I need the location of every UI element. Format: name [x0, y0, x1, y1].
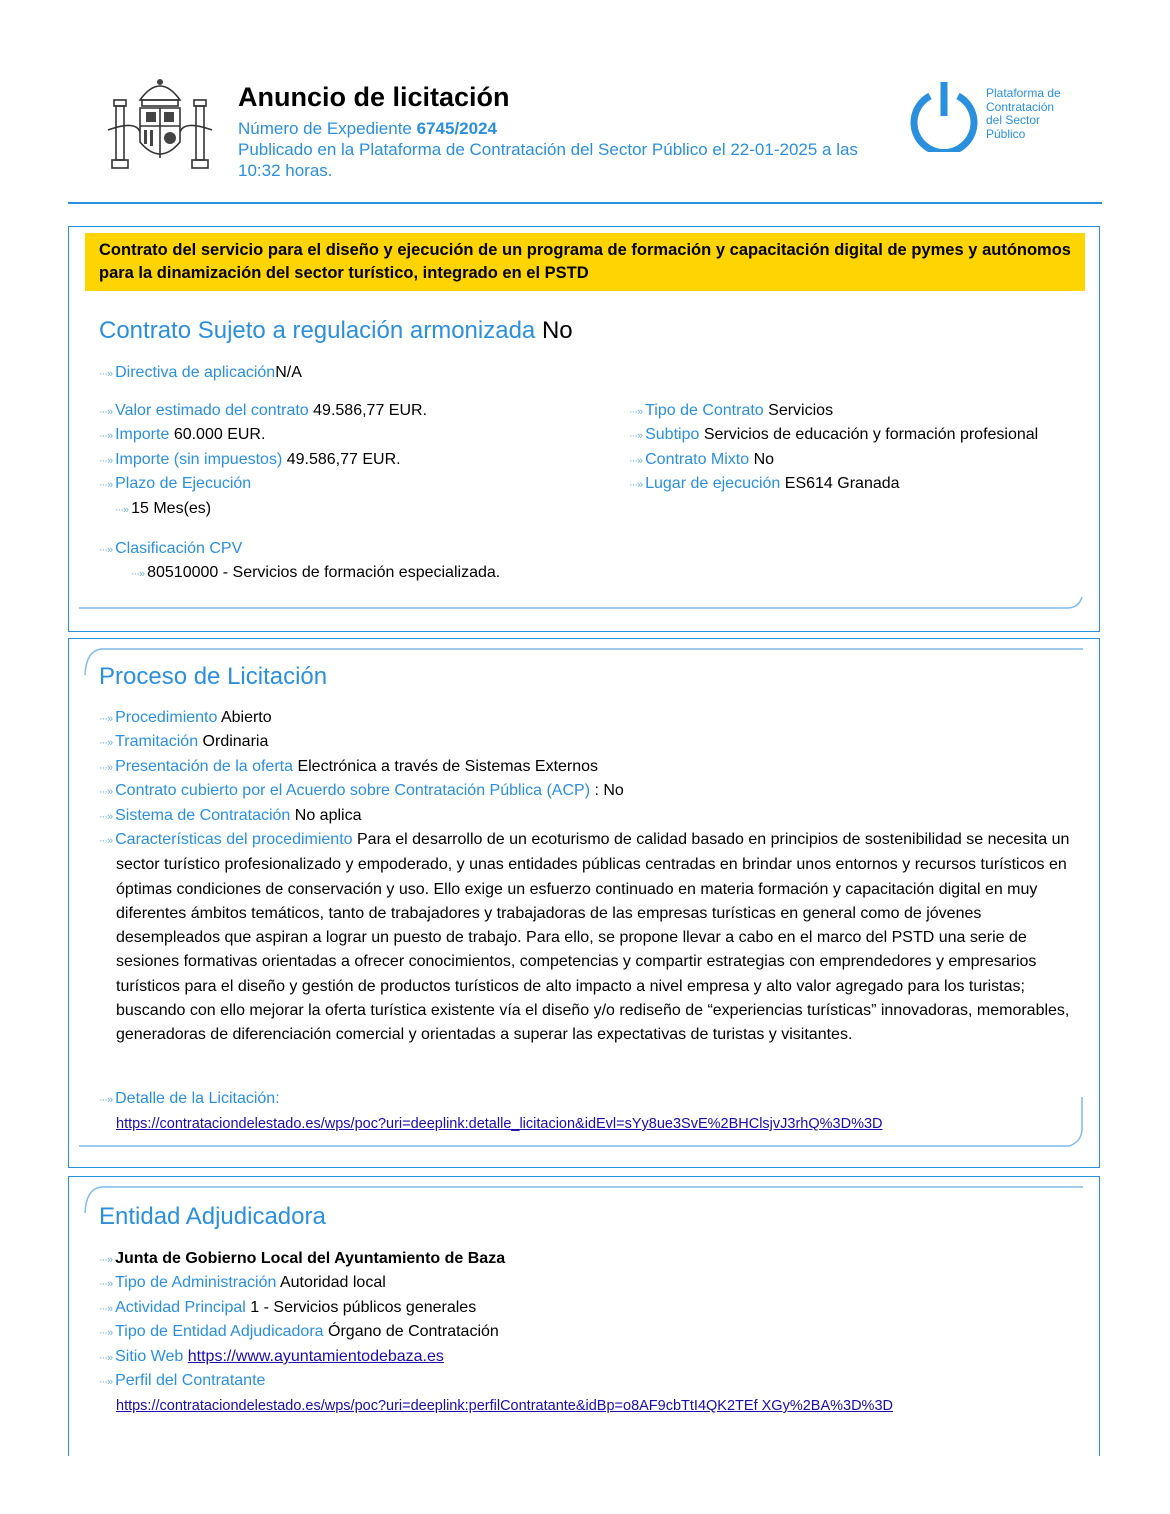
arrow-icon: ···» [99, 430, 113, 442]
page-title: Anuncio de licitación [238, 82, 510, 112]
arrow-icon: ···» [99, 1327, 113, 1339]
tipo-row: ···» Tipo de Contrato Servicios [629, 402, 834, 419]
lugar-row: ···» Lugar de ejecución ES614 Granada [629, 475, 900, 492]
arrow-icon: ···» [115, 504, 129, 516]
entidad-name-row: ···» Junta de Gobierno Local del Ayuntamiento de Baza [99, 1250, 506, 1267]
arrow-icon: ···» [99, 406, 113, 418]
arrow-icon: ···» [99, 835, 113, 847]
arrow-icon: ···» [99, 737, 113, 749]
arrow-icon: ···» [99, 455, 113, 467]
arrow-icon: ···» [99, 368, 113, 380]
entidad-panel [68, 1176, 1100, 1456]
coat-of-arms-icon [106, 70, 214, 182]
procedimiento-row: ···» Procedimiento Abierto [99, 709, 272, 726]
perfil-contratante-link[interactable]: https://contrataciondelestado.es/wps/poc?uri=deeplink:perfilContratante&idBp=o8AF9cbTtI4QK2TEf XGy%2BA%3D%3D [116, 1398, 893, 1414]
expediente-label: Número de Expediente [238, 119, 412, 138]
sara-heading: Contrato Sujeto a regulación armonizada No [99, 317, 573, 344]
expediente-number: 6745/2024 [416, 119, 497, 138]
proceso-title: Proceso de Licitación [99, 663, 328, 690]
arrow-icon: ···» [99, 786, 113, 798]
plazo-value-row: ···» 15 Mes(es) [115, 500, 212, 517]
cpv-row: ···» Clasificación CPV [99, 540, 243, 557]
sistema-row: ···» Sistema de Contratación No aplica [99, 807, 362, 824]
detalle-row: ···» Detalle de la Licitación: [99, 1090, 280, 1107]
contract-panel [68, 226, 1100, 632]
proceso-panel [68, 638, 1100, 1168]
arrow-icon: ···» [629, 430, 643, 442]
web-row: ···» Sitio Web https://www.ayuntamientodebaza.es [99, 1348, 444, 1365]
arrow-icon: ···» [99, 762, 113, 774]
subtipo-row: ···» Subtipo Servicios de educación y formación profesional [629, 426, 1039, 443]
arrow-icon: ···» [99, 811, 113, 823]
arrow-icon: ···» [629, 455, 643, 467]
valor-row: ···» Valor estimado del contrato 49.586,77 EUR. [99, 402, 428, 419]
caracteristicas-row: ···» Características del procedimiento Para el desarrollo de un ecoturismo de calidad basado en principios de sostenibilidad se necesita un sector turístico profesionalizado y empoderado, y unas entidades públicas centradas en brindar unos entornos y recursos turísticos en óptimas condiciones de conservación y uso. Ello exige un esfuerzo continuado en materia formación y capacitación digital en muy diferentes ámbitos temáticos, tanto de trabajadores y trabajadoras de las empresas turísticas en general como de jóvenes desempleados que aspiran a lograr un puesto de trabajo. Para ello, se propone llevar a cabo en el marco del PSTD una serie de sesiones formativas orientadas a ofrecer conocimientos, competencias y compartir estrategias con emprendedores y empresarios turísticos para el diseño y gestión de productos turísticos de alto impacto a nivel empresa y alto valor agregado para los turistas; buscando con ello mejorar la oferta turística existente vía el diseño y/o rediseño de “experiencias turísticas” innovadoras, memorables, generadoras de diferenciación comercial y orientadas a superar las expectativas de turistas y visitantes. [99, 831, 1070, 1044]
header-subtitle [238, 118, 898, 181]
tipo-entidad-row: ···» Tipo de Entidad Adjudicadora Órgano de Contratación [99, 1323, 499, 1340]
header-divider [68, 202, 1102, 204]
arrow-icon: ···» [99, 713, 113, 725]
arrow-icon: ···» [99, 1376, 113, 1388]
perfil-link-row [116, 1396, 893, 1416]
website-link[interactable]: https://www.ayuntamientodebaza.es [187, 1348, 444, 1365]
arrow-icon: ···» [629, 406, 643, 418]
mixto-row: ···» Contrato Mixto No [629, 451, 775, 468]
acp-row: ···» Contrato cubierto por el Acuerdo sobre Contratación Pública (ACP) : No [99, 782, 624, 799]
arrow-icon: ···» [99, 479, 113, 491]
page-header [0, 0, 1170, 210]
plazo-row: ···» Plazo de Ejecución [99, 475, 252, 492]
importe-sin-row: ···» Importe (sin impuestos) 49.586,77 EUR. [99, 451, 401, 468]
panel-corner-curve [79, 587, 1084, 612]
platform-logo-text: Plataforma de Contratación del Sector Público [986, 86, 1061, 141]
entidad-title: Entidad Adjudicadora [99, 1203, 326, 1230]
detalle-licitacion-link[interactable]: https://contrataciondelestado.es/wps/poc?uri=deeplink:detalle_licitacion&idEvl=sYy8ue3SvE%2BHClsjvJ3rhQ%3D%3D [116, 1116, 883, 1132]
tipo-admin-row: ···» Tipo de Administración Autoridad local [99, 1274, 386, 1291]
arrow-icon: ···» [99, 1352, 113, 1364]
importe-row: ···» Importe 60.000 EUR. [99, 426, 266, 443]
actividad-row: ···» Actividad Principal 1 - Servicios públicos generales [99, 1299, 477, 1316]
presentacion-row: ···» Presentación de la oferta Electrónica a través de Sistemas Externos [99, 758, 599, 775]
perfil-row: ···» Perfil del Contratante [99, 1372, 266, 1389]
arrow-icon: ···» [99, 544, 113, 556]
tramitacion-row: ···» Tramitación Ordinaria [99, 733, 269, 750]
arrow-icon: ···» [99, 1254, 113, 1266]
published-date: Publicado en la Plataforma de Contratación del Sector Público el 22-01-2025 a las 10:32 horas. [238, 140, 858, 180]
arrow-icon: ···» [629, 479, 643, 491]
contract-title-banner: Contrato del servicio para el diseño y ejecución de un programa de formación y capacitación digital de pymes y autónomos para la dinamización del sector turístico, integrado en el PSTD [85, 233, 1085, 291]
arrow-icon: ···» [131, 568, 145, 580]
arrow-icon: ···» [99, 1303, 113, 1315]
cpv-value-row: ···» 80510000 - Servicios de formación especializada. [131, 564, 501, 581]
directiva-row: ···» Directiva de aplicaciónN/A [99, 364, 302, 381]
arrow-icon: ···» [99, 1094, 113, 1106]
caracteristicas-text: Para el desarrollo de un ecoturismo de calidad basado en principios de sostenibilidad se necesita un sector turístico profesionalizado y empoderado, y unas entidades públicas centradas en brindar unos entornos y recursos turísticos en óptimas condiciones de conservación y uso. Ello exige un esfuerzo continuado en materia formación y capacitación digital en muy diferentes ámbitos temáticos, tanto de trabajadores y trabajadoras de las empresas turísticas en general como de jóvenes desempleados que aspiran a lograr un puesto de trabajo. Para ello, se propone llevar a cabo en el marco del PSTD una serie de sesiones formativas orientadas a ofrecer conocimientos, competencias y compartir estrategias con emprendedores y empresarios turísticos para el diseño y gestión de productos turísticos de alto impacto a nivel empresa y alto valor agregado para los turistas; buscando con ello mejorar la oferta turística existente vía el diseño y/o rediseño de “experiencias turísticas” innovadoras, memorables, generadoras de diferenciación comercial y orientadas a superar las expectativas de turistas y visitantes. [116, 831, 1070, 1044]
arrow-icon: ···» [99, 1278, 113, 1290]
panel-corner-curve [79, 1094, 1084, 1149]
sara-value: No [541, 317, 573, 344]
